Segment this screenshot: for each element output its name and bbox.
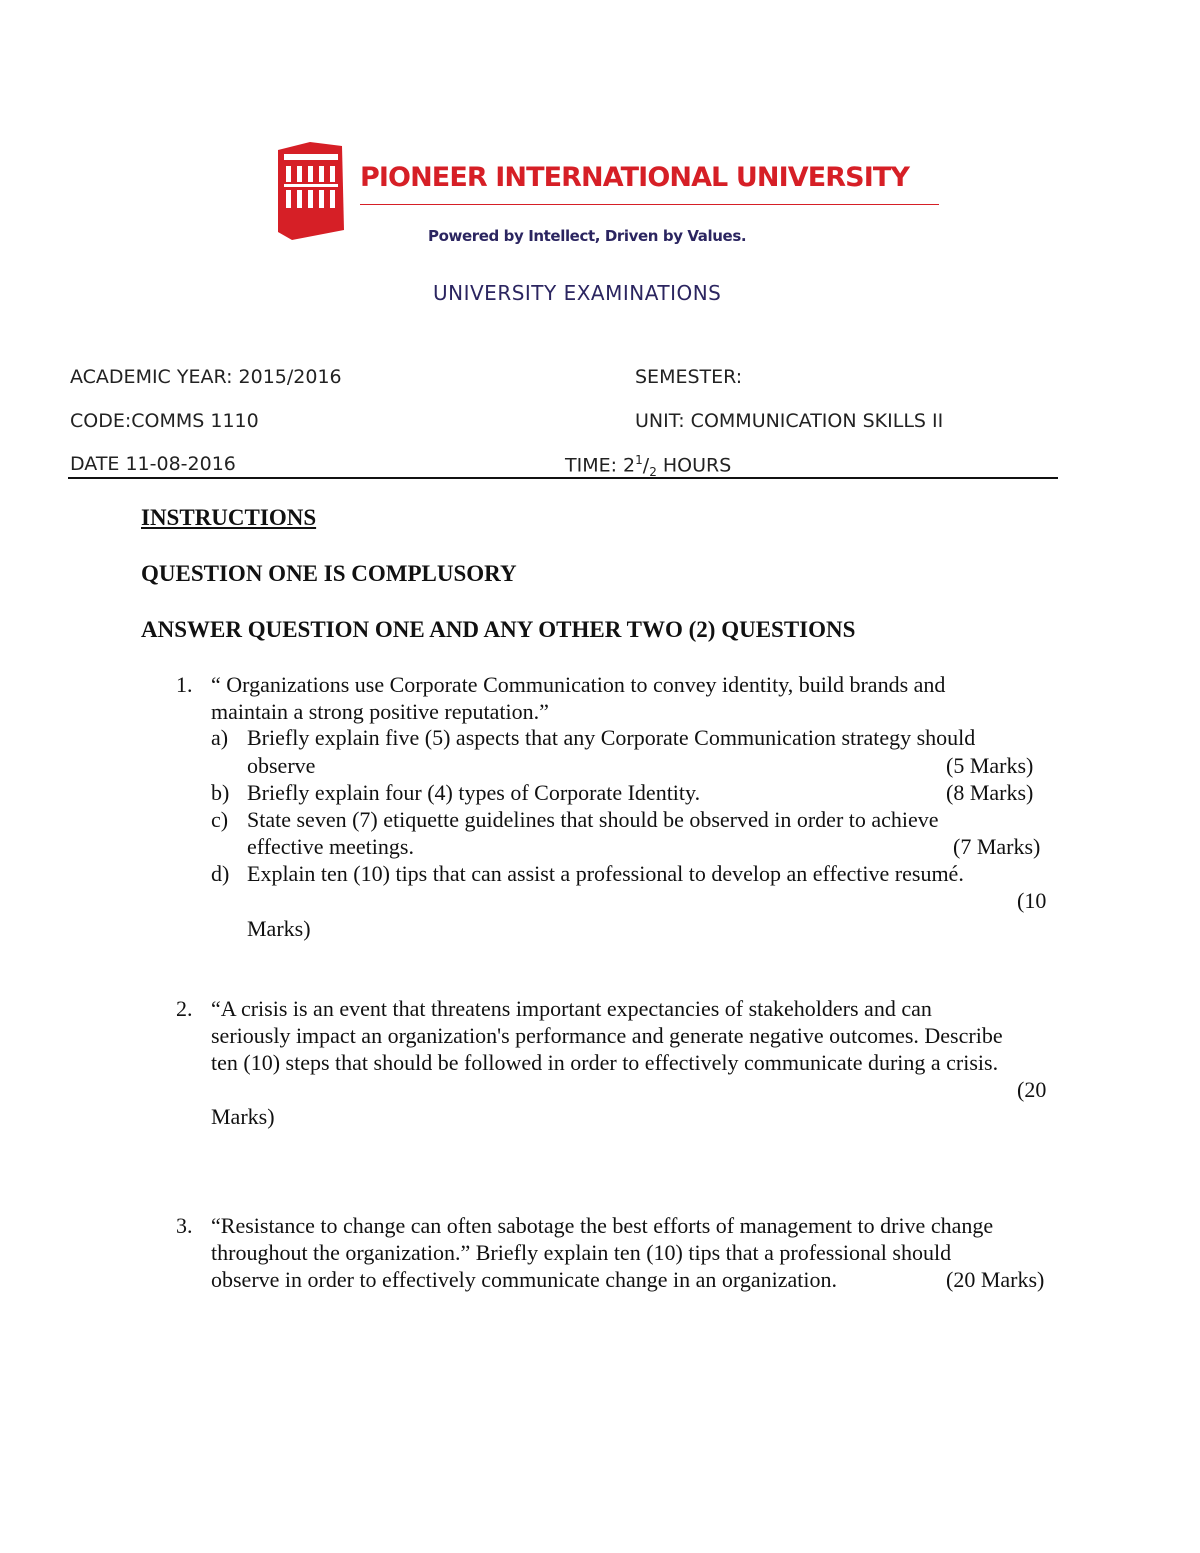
university-logo-icon — [270, 140, 350, 244]
exam-time — [565, 453, 731, 479]
instructions-heading: INSTRUCTIONS — [141, 505, 317, 530]
time-prefix: TIME: 2 — [565, 454, 636, 477]
question-1d-marks-value: (10 — [1017, 888, 1047, 913]
question-1-line-2: maintain a strong positive reputation.” — [211, 699, 549, 724]
question-1a-label: a) — [211, 725, 229, 750]
question-1-line-1: “ Organizations use Corporate Communication to convey identity, build brands and — [211, 672, 946, 697]
instruction-answer: ANSWER QUESTION ONE AND ANY OTHER TWO (2) QUESTIONS — [141, 617, 856, 642]
unit-name: UNIT: COMMUNICATION SKILLS II — [635, 410, 944, 432]
time-denominator: 2 — [649, 465, 657, 480]
exam-date: DATE 11-08-2016 — [70, 453, 236, 475]
question-1-number: 1. — [176, 672, 193, 697]
question-3-marks: (20 Marks) — [946, 1267, 1045, 1292]
question-2-marks-word: Marks) — [211, 1104, 275, 1129]
question-1b-line-1: Briefly explain four (4) types of Corporate Identity. — [247, 780, 701, 805]
header-divider — [68, 477, 1058, 479]
university-name: PIONEER INTERNATIONAL UNIVERSITY — [360, 162, 910, 193]
question-1a-line-2: observe — [247, 753, 316, 778]
question-1c-line-2: effective meetings. — [247, 834, 414, 859]
question-1d-marks-word: Marks) — [247, 916, 311, 941]
exam-title: UNIVERSITY EXAMINATIONS — [433, 281, 722, 305]
question-3-line-1: “Resistance to change can often sabotage the best efforts of management to drive change — [211, 1213, 994, 1238]
question-1c-marks: (7 Marks) — [953, 834, 1041, 859]
question-3-number: 3. — [176, 1213, 193, 1238]
question-3-line-3: observe in order to effectively communicate change in an organization. — [211, 1267, 837, 1292]
course-code: CODE:COMMS 1110 — [70, 410, 259, 432]
university-motto: Powered by Intellect, Driven by Values. — [428, 227, 747, 245]
question-2-number: 2. — [176, 996, 193, 1021]
question-1c-label: c) — [211, 807, 229, 832]
time-slash: / — [642, 454, 650, 477]
academic-year: ACADEMIC YEAR: 2015/2016 — [70, 366, 342, 388]
question-1b-label: b) — [211, 780, 230, 805]
semester: SEMESTER: — [635, 366, 743, 388]
question-1c-line-1: State seven (7) etiquette guidelines that should be observed in order to achieve — [247, 807, 939, 832]
question-1a-line-1: Briefly explain five (5) aspects that any Corporate Communication strategy should — [247, 725, 976, 750]
question-2-line-1: “A crisis is an event that threatens important expectancies of stakeholders and can — [211, 996, 932, 1021]
question-2-line-2: seriously impact an organization's performance and generate negative outcomes. Describe — [211, 1023, 1003, 1048]
instruction-compulsory: QUESTION ONE IS COMPLUSORY — [141, 561, 517, 586]
question-2-line-3: ten (10) steps that should be followed in order to effectively communicate during a crisis. — [211, 1050, 999, 1075]
question-3-line-2: throughout the organization.” Briefly explain ten (10) tips that a professional should — [211, 1240, 952, 1265]
time-suffix: HOURS — [656, 454, 732, 477]
question-1a-marks: (5 Marks) — [946, 753, 1034, 778]
question-1b-marks: (8 Marks) — [946, 780, 1034, 805]
time-numerator: 1 — [635, 453, 643, 467]
question-2-marks-value: (20 — [1017, 1077, 1047, 1102]
logo-divider — [360, 204, 939, 205]
question-1d-label: d) — [211, 861, 230, 886]
question-1d-line-1: Explain ten (10) tips that can assist a professional to develop an effective resumé. — [247, 861, 964, 886]
